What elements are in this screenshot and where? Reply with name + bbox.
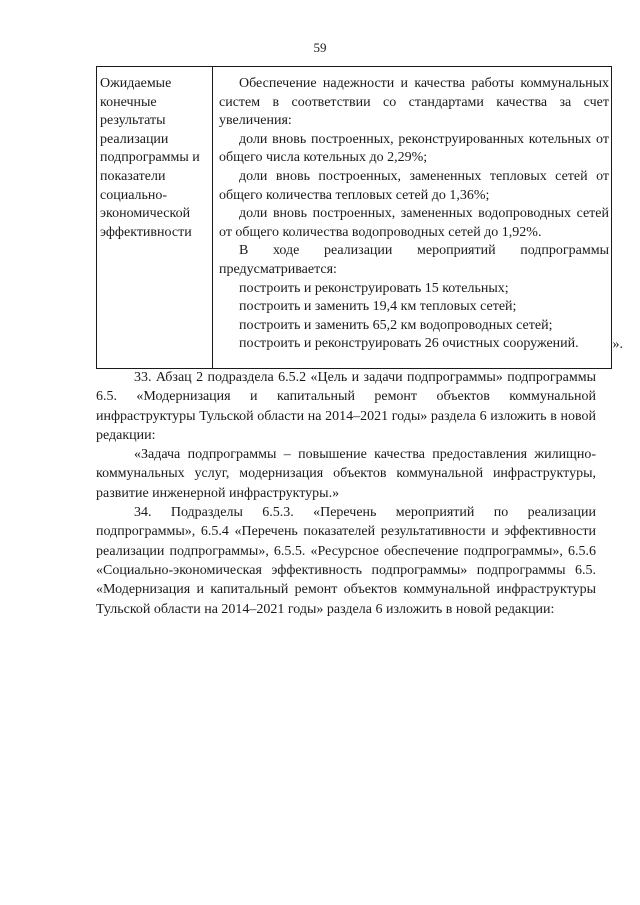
table-right-content — [213, 67, 623, 369]
paragraph-quote: «Задача подпрограммы – повышение качества предоставления жилищно-коммунальных услуг, модернизация объектов коммунальной инфраструктуры, развитие инженерной инфраструктуры.» — [96, 447, 596, 501]
body-text — [96, 368, 596, 619]
table-row — [97, 67, 612, 369]
table-item: доли вновь построенных, реконструированных котельных от общего числа котельных до 2,29%; — [219, 131, 609, 166]
table-plan-item: построить и заменить 65,2 км водопроводных сетей; — [239, 317, 553, 333]
paragraph-34: 34. Подразделы 6.5.3. «Перечень мероприятий по реализации подпрограммы», 6.5.4 «Перечень показателей результативности и эффективности реализации подпрограммы», 6.5.5. «Ресурсное обеспечение подпрограммы», 6.5.6 «Социально-экономическая эффективность подпрограммы» подпрограммы 6.5. «Модернизация и капитальный ремонт объектов коммунальной инфраструктуры Тульской области на 2014–2021 годы» раздела 6 изложить в новой редакции: — [96, 505, 596, 617]
table-plan-item: построить и заменить 19,4 км тепловых сетей; — [239, 299, 517, 315]
closing-quote: ». — [612, 337, 623, 353]
table-item: доли вновь построенных, замененных водопроводных сетей от общего количества водопроводных сетей до 1,92%. — [219, 206, 609, 240]
paragraph-33: 33. Абзац 2 подраздела 6.5.2 «Цель и задачи подпрограммы» подпрограммы 6.5. «Модернизация и капитальный ремонт объектов коммунальной инфраструктуры Тульской области на 2014–2021 годы» раздела 6 изложить в новой редакции: — [96, 370, 596, 443]
results-table — [96, 66, 623, 369]
table-plan-item: построить и реконструировать 26 очистных сооружений. — [239, 336, 579, 352]
table-intro: Обеспечение надежности и качества работы коммунальных систем в соответствии со стандартами качества за счет увеличения: — [219, 76, 609, 129]
page-number: 59 — [313, 40, 327, 55]
table-left-header: Ожидаемые конечные результаты реализации подпрограммы и показатели социально-экономической эффективности — [97, 67, 213, 369]
table-plan-item: построить и реконструировать 15 котельных; — [239, 280, 509, 296]
table-item: доли вновь построенных, замененных тепловых сетей от общего количества тепловых сетей до 1,36%; — [219, 168, 609, 203]
table-plan-intro: В ходе реализации мероприятий подпрограммы предусматривается: — [219, 243, 609, 277]
